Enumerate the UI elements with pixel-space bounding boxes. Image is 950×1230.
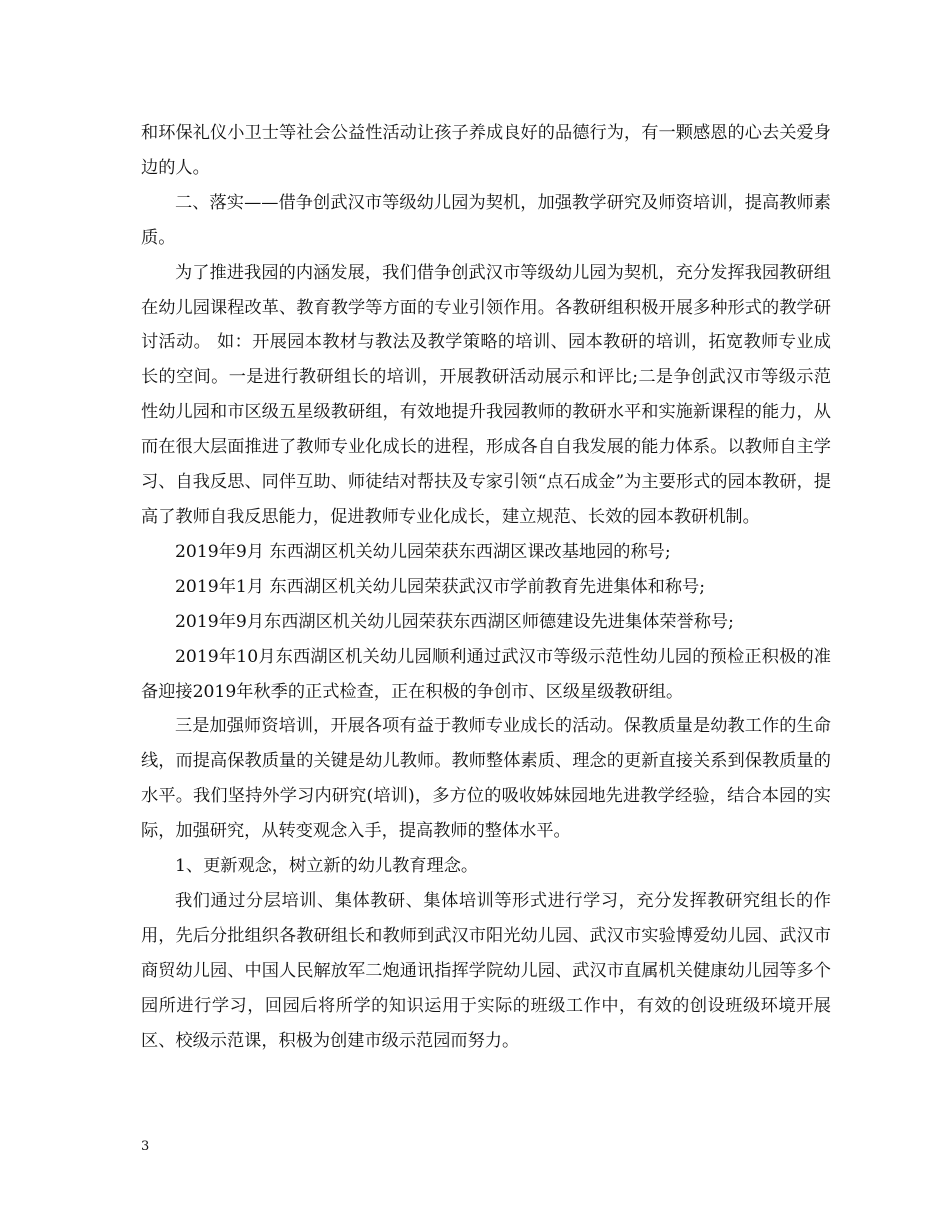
award-line: 2019年10月东西湖区机关幼儿园顺利通过武汉市等级示范性幼儿园的预检正积极的准备迎接2019年秋季的正式检查，正在积极的争创市、区级星级教研组。 (141, 646, 831, 702)
subheading: 1、更新观念，树立新的幼儿教育理念。 (175, 856, 479, 877)
award-line: 2019年9月 东西湖区机关幼儿园荣获东西湖区课改基地园的称号; (175, 541, 671, 562)
paragraph: 我们通过分层培训、集体教研、集体培训等形式进行学习，充分发挥教研究组长的作用，先后分批组织各教研组长和教师到武汉市阳光幼儿园、武汉市实验博爱幼儿园、武汉市商贸幼儿园、中国人民解放军二炮通讯指挥学院幼儿园、武汉市直属机关健康幼儿园等多个园所进行学习，回园后将所学的知识运用于实际的班级工作中，有效的创设班级环境开展区、校级示范课，积极为创建市级示范园而努力。 (141, 890, 831, 1051)
page-body (141, 116, 831, 1058)
paragraph: 三是加强师资培训，开展各项有益于教师专业成长的活动。保教质量是幼教工作的生命线，而提高保教质量的关键是幼儿教师。教师整体素质、理念的更新直接关系到保教质量的水平。我们坚持外学习内研究(培训)，多方位的吸收姊妹园地先进教学经验，结合本园的实际，加强研究，从转变观念入手，提高教师的整体水平。 (141, 716, 831, 842)
award-line: 2019年9月东西湖区机关幼儿园荣获东西湖区师德建设先进集体荣誉称号; (175, 611, 734, 632)
award-line: 2019年1月 东西湖区机关幼儿园荣获武汉市学前教育先进集体和称号; (175, 576, 705, 597)
section-heading: 二、落实——借争创武汉市等级幼儿园为契机，加强教学研究及师资培训，提高教师素质。 (141, 192, 831, 248)
paragraph-continuation: 和环保礼仪小卫士等社会公益性活动让孩子养成良好的品德行为，有一颗感恩的心去关爱身边的人。 (141, 123, 831, 178)
page-number: 3 (141, 1139, 150, 1154)
paragraph: 为了推进我园的内涵发展，我们借争创武汉市等级幼儿园为契机，充分发挥我园教研组在幼儿园课程改革、教育教学等方面的专业引领作用。各教研组积极开展多种形式的教学研讨活动。 如：开展园本教材与教法及教学策略的培训、园本教研的培训，拓宽教师专业成长的空间。一是进行教研组长的培训，开展教研活动展示和评比;二是争创武汉市等级示范性幼儿园和市区级五星级教研组，有效地提升我园教师的教研水平和实施新课程的能力，从而在很大层面推进了教师专业化成长的进程，形成各自自我发展的能力体系。以教师自主学习、自我反思、同伴互助、师徒结对帮扶及专家引领“点石成金”为主要形式的园本教研，提高了教师自我反思能力，促进教师专业化成长，建立规范、长效的园本教研机制。 (141, 262, 831, 527)
